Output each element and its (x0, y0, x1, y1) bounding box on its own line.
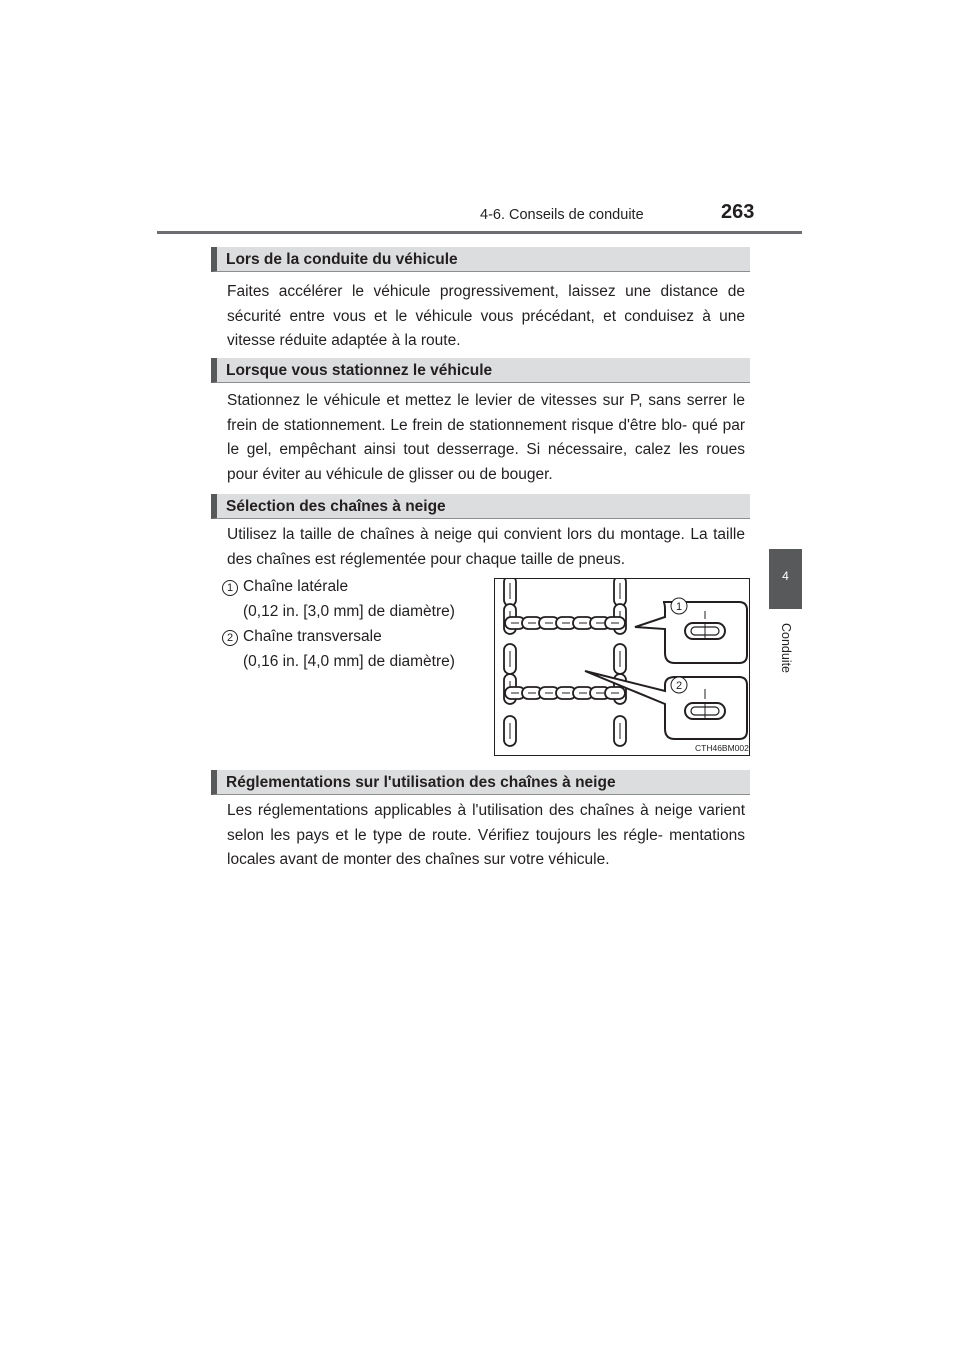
chapter-tab-number: 4 (782, 569, 789, 583)
page-number: 263 (721, 201, 755, 223)
list-item (243, 575, 455, 624)
section-heading-text: Réglementations sur l'utilisation des chaînes à neige (226, 774, 616, 791)
section-heading (211, 358, 750, 383)
section-paragraph: Les réglementations applicables à l'utilisation des chaînes à neige varient selon les pays et le type de route. Vérifiez toujours les régle- mentations locales avant de monter des chaînes sur votre véhicule. (227, 802, 745, 868)
figure-code: CTH46BM002 (695, 743, 749, 753)
side-chain-left (504, 579, 516, 746)
item-number-badge: 1 (222, 580, 238, 596)
snow-chain-illustration (495, 579, 749, 755)
item-detail: (0,16 in. [4,0 mm] de diamètre) (243, 652, 455, 670)
header-rule (157, 231, 802, 234)
item-title: Chaîne transversale (243, 628, 382, 645)
item-number-badge: 2 (222, 630, 238, 646)
item-title: Chaîne latérale (243, 578, 349, 595)
callout-number-2: 2 (675, 680, 683, 692)
section-heading-text: Lorsque vous stationnez le véhicule (226, 362, 493, 379)
callout-number-1: 1 (675, 601, 683, 613)
cross-chain-top (505, 617, 625, 629)
section-heading (211, 494, 750, 519)
section-heading-text: Sélection des chaînes à neige (226, 498, 446, 515)
cross-chain-bottom (505, 687, 625, 699)
snow-chain-figure (494, 578, 750, 756)
header-section-title: 4-6. Conseils de conduite (480, 207, 644, 223)
list-item (243, 625, 455, 674)
section-heading-text: Lors de la conduite du véhicule (226, 251, 458, 268)
section-heading (211, 770, 750, 795)
chapter-tab (769, 549, 802, 609)
chapter-tab-label-box (769, 618, 802, 678)
item-detail: (0,12 in. [3,0 mm] de diamètre) (243, 602, 455, 620)
side-chain-right (614, 579, 626, 746)
section-paragraph: Faites accélérer le véhicule progressivement, laissez une distance de sécurité entre vous et le véhicule vous précédant, et conduisez à une vitesse réduite adaptée à la route. (227, 283, 745, 349)
chapter-tab-label: Conduite (778, 622, 793, 674)
section-heading (211, 247, 750, 272)
section-paragraph: Utilisez la taille de chaînes à neige qui convient lors du montage. La taille des chaînes est réglementée pour chaque taille de pneus. (227, 526, 745, 568)
section-paragraph: Stationnez le véhicule et mettez le levier de vitesses sur P, sans serrer le frein de stationnement. Le frein de stationnement risque d'être blo- qué par le gel, empêchant ainsi tout desserrage. Si nécessaire, calez les roues pour éviter au véhicule de glisser ou de bouger. (227, 392, 745, 483)
